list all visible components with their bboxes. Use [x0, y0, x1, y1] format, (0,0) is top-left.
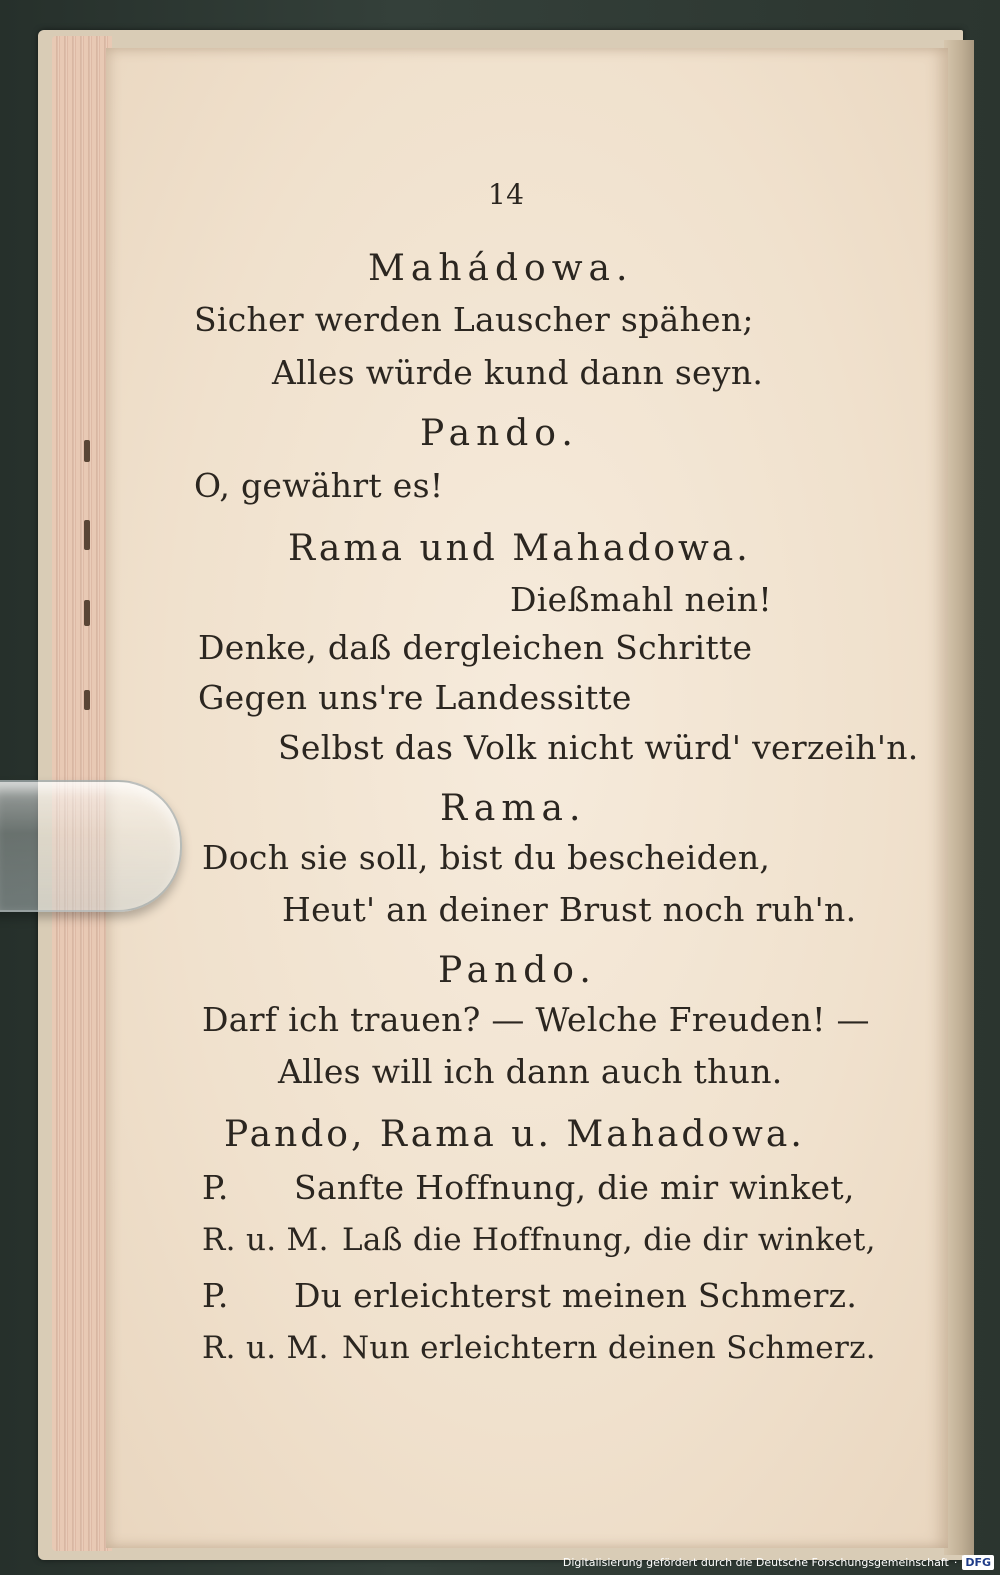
speaker-name: Rama. — [440, 788, 587, 829]
line-text: Laß die Hoffnung, die dir winket, — [342, 1222, 876, 1258]
verse-line: Doch sie soll, bist du bescheiden, — [202, 838, 771, 877]
verse-line: Gegen uns're Landessitte — [198, 678, 632, 717]
verse-line: O, gewährt es! — [194, 466, 444, 505]
line-text: Du erleichterst meinen Schmerz. — [294, 1276, 858, 1315]
verse-line: Alles würde kund dann seyn. — [272, 353, 764, 392]
verse-line: Denke, daß dergleichen Schritte — [198, 628, 753, 667]
verse-line: Dießmahl nein! — [510, 580, 772, 619]
margin-mark — [84, 520, 90, 550]
footer-separator: · — [953, 1555, 958, 1569]
verse-line: Darf ich trauen? — Welche Freuden! — — [202, 1000, 870, 1039]
margin-mark — [84, 690, 90, 710]
speaker-name: Rama und Mahadowa. — [288, 528, 751, 569]
tagged-line — [202, 1168, 855, 1207]
line-tag: R. u. M. — [202, 1330, 329, 1366]
tagged-line — [202, 1222, 876, 1258]
margin-mark — [84, 600, 90, 626]
page-number: 14 — [488, 178, 525, 211]
verse-line: Sicher werden Lauscher spähen; — [194, 300, 754, 339]
book-page — [106, 48, 948, 1548]
glass-page-weight — [0, 780, 182, 912]
verse-line: Heut' an deiner Brust noch ruh'n. — [282, 890, 857, 929]
footer-credit — [563, 1553, 994, 1571]
dfg-logo-icon: DFG — [962, 1555, 994, 1570]
margin-mark — [84, 440, 90, 462]
line-text: Nun erleichtern deinen Schmerz. — [342, 1330, 876, 1366]
line-tag: P. — [202, 1168, 229, 1207]
verse-line: Alles will ich dann auch thun. — [278, 1052, 783, 1091]
speaker-name: Pando, Rama u. Mahadowa. — [224, 1114, 805, 1155]
right-page-edge — [944, 40, 974, 1555]
speaker-name: Pando. — [438, 950, 597, 991]
footer-text: Digitalisierung gefördert durch die Deutsche Forschungsgemeinschaft — [562, 1555, 949, 1569]
tagged-line — [202, 1276, 857, 1315]
speaker-name: Mahádowa. — [368, 248, 634, 289]
verse-line: Selbst das Volk nicht würd' verzeih'n. — [278, 728, 919, 767]
line-text: Sanfte Hoffnung, die mir winket, — [294, 1168, 855, 1207]
speaker-name: Pando. — [420, 413, 579, 454]
tagged-line — [202, 1330, 876, 1366]
line-tag: P. — [202, 1276, 229, 1315]
line-tag: R. u. M. — [202, 1222, 329, 1258]
